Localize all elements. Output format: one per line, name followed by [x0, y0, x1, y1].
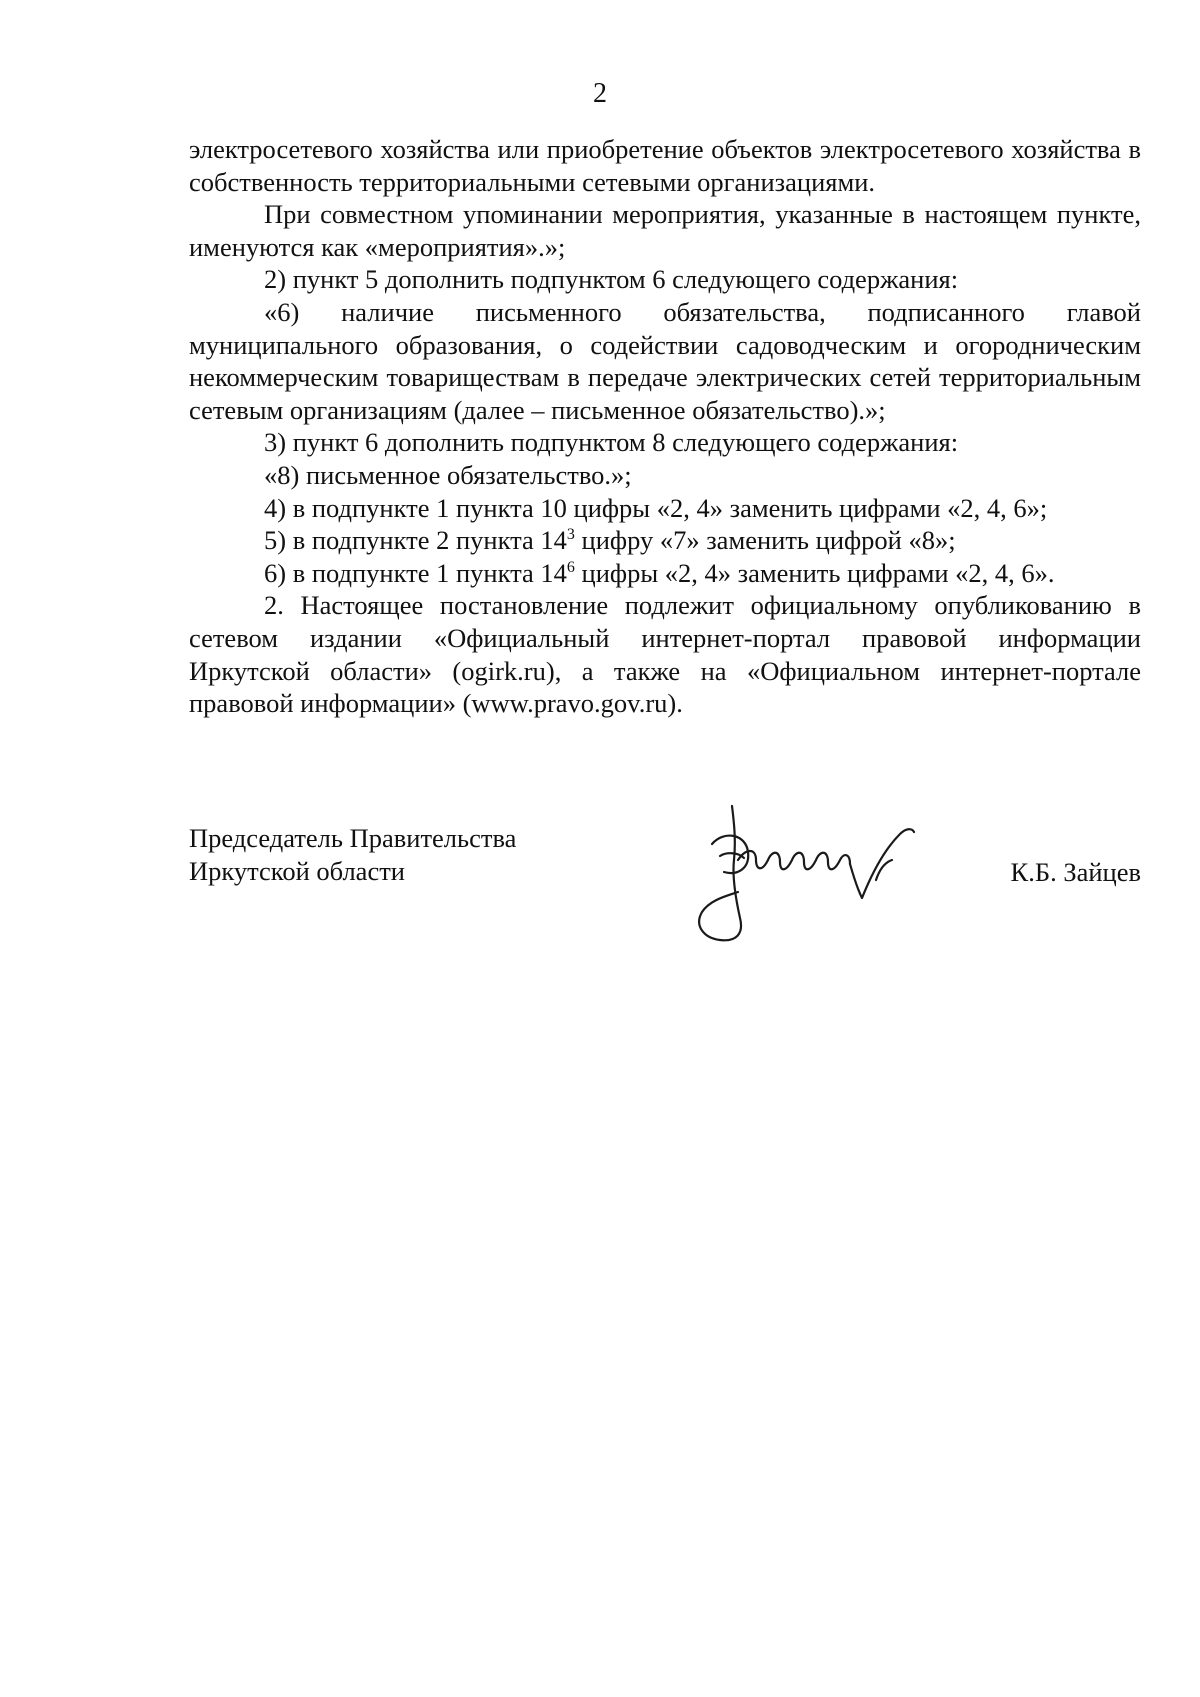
paragraph-item-6: [189, 557, 1141, 590]
paragraph-continuation: электросетевого хозяйства или приобретение объектов электросетевого хозяйства в собственность территориальными сетевыми организациями.: [189, 134, 1141, 197]
document-body: [189, 133, 1141, 720]
signatory-position-line1: Председатель Правительства: [189, 823, 517, 853]
paragraph-subitem-6: «6) наличие письменного обязательства, подписанного главой муниципального образования, о содействии садоводческим и огородническим некоммерческим товариществам в передаче электрических сетей территориальным сетевым организациям (далее – письменное обязательство).»;: [189, 296, 1141, 425]
page-number: 2: [593, 78, 607, 109]
superscript-6: 6: [566, 558, 575, 576]
superscript-3: 3: [566, 526, 575, 544]
paragraph-item-6-end: цифры «2, 4» заменить цифрами «2, 4, 6».: [574, 557, 1055, 588]
paragraph-joint-mention: При совместном упоминании мероприятия, указанные в настоящем пункте, именуются как «мероприятия».»;: [189, 199, 1141, 262]
paragraph-item-5-end: цифру «7» заменить цифрой «8»;: [574, 525, 956, 556]
paragraph-item-2: 2) пункт 5 дополнить подпунктом 6 следующего содержания:: [264, 264, 959, 295]
paragraph-publication: 2. Настоящее постановление подлежит официальному опубликованию в сетевом издании «Официальный интернет-портал правовой информации Иркутской области» (ogirk.ru), а также на «Официальном интернет-портале правовой информации» (www.pravo.gov.ru).: [189, 590, 1141, 719]
signatory-position: [189, 822, 516, 888]
paragraph-item-4: 4) в подпункте 1 пункта 10 цифры «2, 4» заменить цифрами «2, 4, 6»;: [264, 492, 1048, 523]
paragraph-subitem-8: «8) письменное обязательство.»;: [264, 459, 632, 490]
paragraph-item-3: 3) пункт 6 дополнить подпунктом 8 следующего содержания:: [264, 427, 959, 458]
handwritten-signature: [664, 800, 944, 950]
signatory-position-line2: Иркутской области: [189, 856, 405, 886]
paragraph-item-6-start: 6) в подпункте 1 пункта 14: [264, 557, 567, 588]
paragraph-item-5-start: 5) в подпункте 2 пункта 14: [264, 525, 567, 556]
signatory-name: К.Б. Зайцев: [1010, 857, 1141, 887]
paragraph-item-5: [189, 524, 1141, 557]
